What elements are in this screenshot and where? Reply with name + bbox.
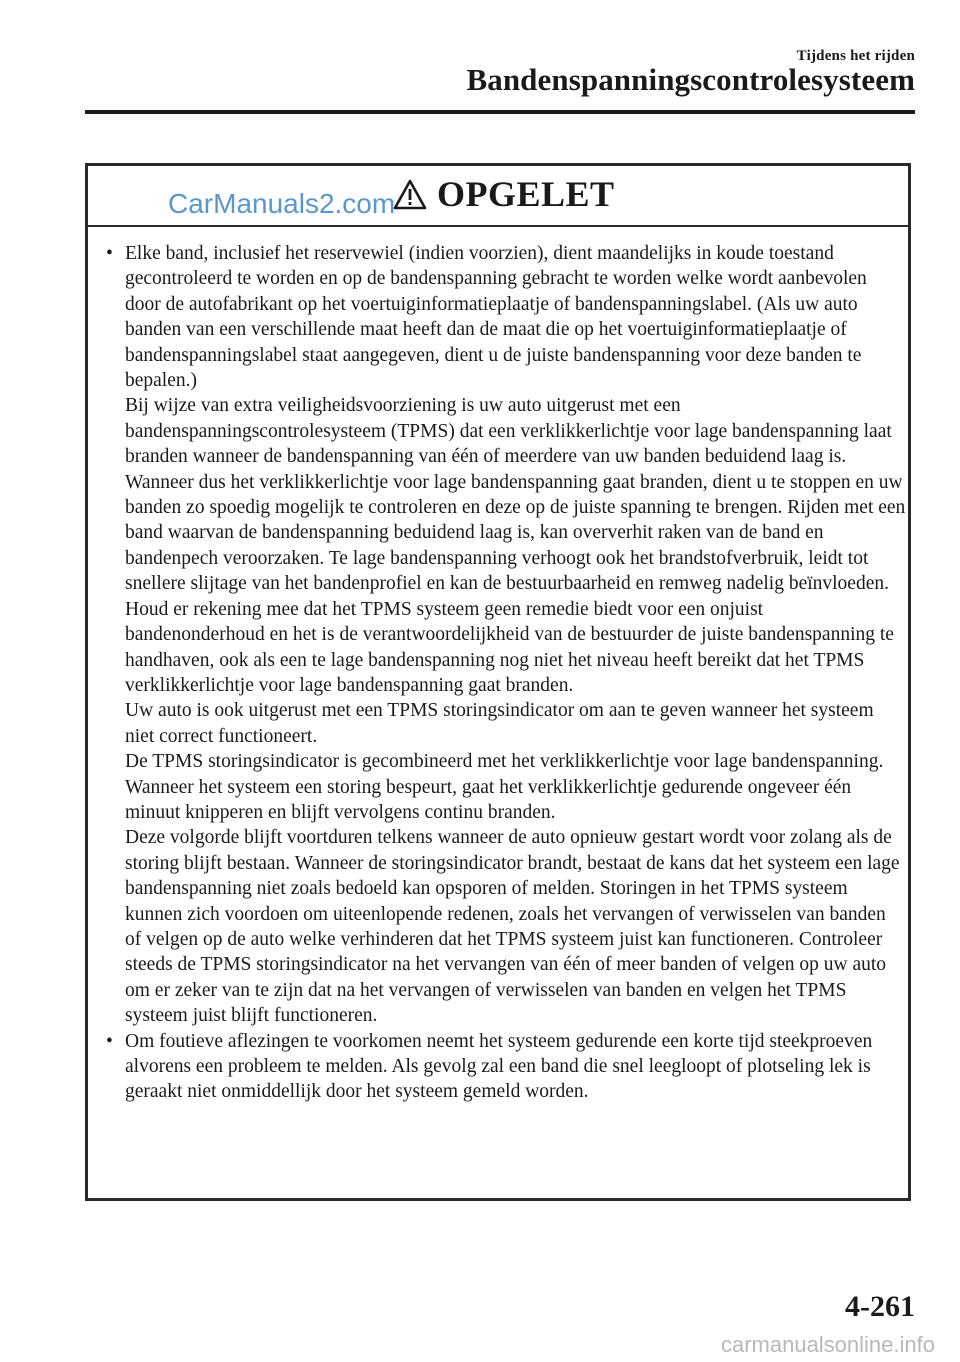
paragraph: Deze volgorde blijft voortduren telkens wanneer de auto opnieuw gestart wordt voor zolang als de storing blijft bestaan. Wanneer de storingsindicator brandt, bestaat de kans dat het systeem een lage bandenspanning niet zoals bedoeld kan opsporen of melden. Storingen in het TPMS systeem kunnen zich voordoen om uiteenlopende redenen, zoals het vervangen of verwisselen van banden of velgen op de auto welke verhinderen dat het TPMS systeem juist kan functioneren. Controleer steeds de TPMS storingsindicator na het vervangen van één of meer banden of velgen op uw auto om er zeker van te zijn dat na het vervangen of verwisselen van banden en velgen het TPMS systeem juist blijft functioneren.	[125, 827, 900, 1027]
caution-box	[85, 163, 911, 1201]
header-rule	[85, 110, 915, 114]
section-label: Tijdens het rijden	[796, 48, 915, 64]
bullet-mark: •	[106, 243, 113, 264]
caution-title-group	[393, 173, 615, 215]
caution-header	[88, 166, 908, 227]
watermark-text[interactable]: CarManuals2.com	[168, 188, 396, 219]
caution-title: OPGELET	[437, 174, 615, 214]
paragraph: De TPMS storingsindicator is gecombineerd met het verklikkerlichtje voor lage bandenspanning. Wanneer het systeem een storing bespeurt, gaat het verklikkerlichtje gedurende ongeveer één minuut knipperen en blijft vervolgens continu branden.	[125, 751, 884, 823]
chapter-title: Bandenspanningscontrolesysteem	[466, 62, 915, 97]
bullet-item	[106, 241, 906, 1029]
bullet-item	[106, 1029, 906, 1105]
paragraph: Om foutieve aflezingen te voorkomen neemt het systeem gedurende een korte tijd steekproeven alvorens een probleem te melden. Als gevolg zal een band die snel leegloopt of plotseling lek is geraakt niet onmiddellijk door het systeem gemeld worden.	[125, 1030, 873, 1103]
paragraph: Houd er rekening mee dat het TPMS systeem geen remedie biedt voor een onjuist bandenonderhoud en het is de verantwoordelijkheid van de bestuurder de juiste bandenspanning te handhaven, ook als een te lage bandenspanning nog niet het niveau heeft bereikt dat het TPMS verklikkerlichtje voor lage bandenspanning gaat branden.	[125, 598, 894, 696]
paragraph: Uw auto is ook uitgerust met een TPMS storingsindicator om aan te geven wanneer het systeem niet correct functioneert.	[125, 700, 874, 747]
bullet-mark: •	[106, 1030, 113, 1052]
footer-watermark[interactable]: carmanualsonline.info	[720, 1332, 935, 1357]
page-number: 4-261	[845, 1290, 915, 1323]
paragraph: Bij wijze van extra veiligheidsvoorziening is uw auto uitgerust met een bandenspanningscontrolesysteem (TPMS) dat een verklikkerlichtje voor lage bandenspanning laat branden wanneer de bandenspanning van één of meerdere van uw banden beduidend laag is. Wanneer dus het verklikkerlichtje voor lage bandenspanning gaat branden, dient u te stoppen en uw banden zo spoedig mogelijk te controleren en deze op de juiste spanning te brengen. Rijden met een band waarvan de bandenspanning beduidend laag is, kan oververhit raken van de band en bandenpech veroorzaken. Te lage bandenspanning verhoogt ook het brandstofverbruik, leidt tot snellere slijtage van het bandenprofiel en kan de bestuurbaarheid en remweg nadelig beïnvloeden.	[125, 395, 906, 595]
paragraph: Elke band, inclusief het reservewiel (indien voorzien), dient maandelijks in koude toestand gecontroleerd te worden en op de bandenspanning gebracht te worden welke wordt aanbevolen door de autofabrikant op het voertuiginformatieplaatje of bandenspanningslabel. (Als uw auto banden van een verschillende maat heeft dan de maat die op het voertuiginformatieplaatje of bandenspanningslabel staat aangegeven, dient u de juiste bandenspanning voor deze banden te bepalen.)	[125, 243, 867, 392]
warning-triangle-icon	[393, 179, 427, 210]
caution-body	[106, 241, 906, 1105]
